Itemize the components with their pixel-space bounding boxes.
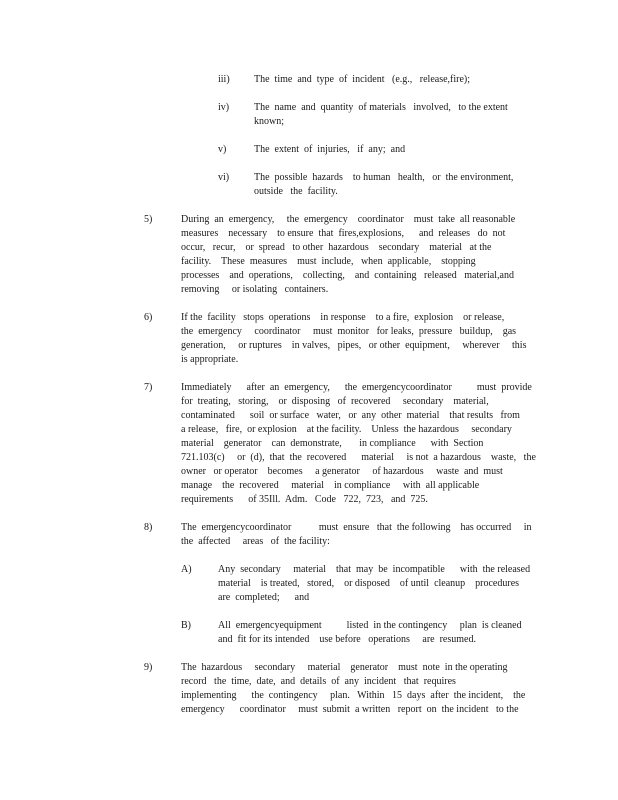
item-text-line: emergency coordinator must submit a written report on the incident to the (181, 704, 519, 715)
item-text-line: outside the facility. (254, 186, 338, 197)
item-text-line: record the time, date, and details of any incident that requires (181, 676, 456, 687)
item-number: iv) (218, 102, 230, 113)
item-number: iii) (218, 74, 230, 85)
item-text-line: All emergencyequipment listed in the contingency plan is cleaned (218, 620, 522, 631)
item-number: 6) (144, 312, 153, 323)
item-text-line: occur, recur, or spread to other hazardous secondary material at the (181, 242, 492, 253)
item-text-line: contaminated soil or surface water, or any other material that results from (181, 410, 520, 421)
item-number: A) (181, 564, 192, 575)
item-text-line: the emergency coordinator must monitor for leaks, pressure buildup, gas (181, 326, 517, 337)
item-text-line: facility. These measures must include, when applicable, stopping (181, 256, 476, 267)
item-text-line: implementing the contingency plan. Within 15 days after the incident, the (181, 690, 526, 701)
item-text-line: processes and operations, collecting, and containing released material,and (181, 270, 514, 281)
item-text-line: During an emergency, the emergency coordinator must take all reasonable (181, 214, 516, 225)
item-text-line: The hazardous secondary material generator must note in the operating (181, 662, 508, 673)
item-number: B) (181, 620, 191, 631)
item-text-line: owner or operator becomes a generator of hazardous waste and must (181, 466, 503, 477)
item-text-line: measures necessary to ensure that fires,explosions, and releases do not (181, 228, 506, 239)
item-text-line: material is treated, stored, or disposed of until cleanup procedures (218, 578, 520, 589)
item-text-line: known; (254, 116, 284, 127)
item-text-line: Any secondary material that may be incompatible with the released (218, 564, 531, 575)
item-text-line: The name and quantity of materials involved, to the extent (254, 102, 508, 113)
item-text-line: The extent of injuries, if any; and (254, 144, 406, 155)
item-number: 7) (144, 382, 153, 393)
item-text-line: the affected areas of the facility: (181, 536, 330, 547)
item-text-line: The time and type of incident (e.g., release,fire); (254, 74, 471, 85)
item-text-line: The emergencycoordinator must ensure that the following has occurred in (181, 522, 532, 533)
item-text-line: requirements of 35Ill. Adm. Code 722, 723, and 725. (181, 494, 428, 505)
item-text-line: a release, fire, or explosion at the facility. Unless the hazardous secondary (181, 424, 512, 435)
item-text-line: The possible hazards to human health, or the environment, (254, 172, 514, 183)
item-number: 5) (144, 214, 153, 225)
item-text-line: and fit for its intended use before operations are resumed. (218, 634, 476, 645)
item-number: 8) (144, 522, 153, 533)
item-text-line: 721.103(c) or (d), that the recovered material is not a hazardous waste, the (181, 452, 536, 463)
item-text-line: for treating, storing, or disposing of recovered secondary material, (181, 396, 489, 407)
item-text-line: generation, or ruptures in valves, pipes, or other equipment, wherever this (181, 340, 527, 351)
item-number: vi) (218, 172, 230, 183)
item-text-line: removing or isolating containers. (181, 284, 329, 295)
item-text-line: are completed; and (218, 592, 310, 603)
item-text-line: Immediately after an emergency, the emergencycoordinator must provide (181, 382, 532, 393)
item-text-line: manage the recovered material in compliance with all applicable (181, 480, 480, 491)
item-number: v) (218, 144, 227, 155)
item-text-line: material generator can demonstrate, in compliance with Section (181, 438, 484, 449)
item-number: 9) (144, 662, 153, 673)
item-text-line: is appropriate. (181, 354, 239, 365)
item-text-line: If the facility stops operations in response to a fire, explosion or release, (181, 312, 505, 323)
